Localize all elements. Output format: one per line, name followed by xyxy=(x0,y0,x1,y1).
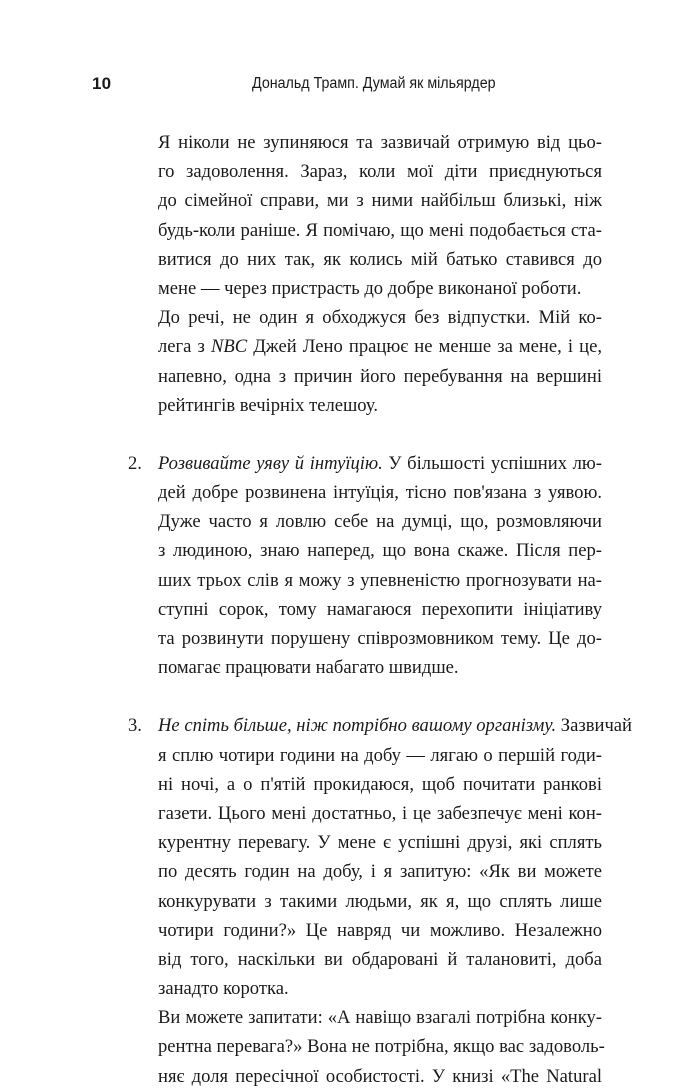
page-body xyxy=(92,128,633,1091)
text-line: напевно, одна з причин його перебування на вершині xyxy=(158,365,602,387)
text-line: по десять годин на добу, і я запитую: «Як ви можете xyxy=(158,861,602,883)
text-line: Дуже часто я ловлю себе на думці, що, розмовляючи xyxy=(158,511,602,533)
text-line: Я ніколи не зупиняюся та зазвичай отримую від цьо- xyxy=(158,132,602,153)
text-line: витися до них так, як колись мій батько ставився до xyxy=(158,248,602,270)
text-line xyxy=(158,711,633,740)
text-line: та розвинути порушену співрозмовником тему. Це до- xyxy=(158,628,602,649)
text-line: до сімейної справи, ми з ними найбільш близькі, ніж xyxy=(158,190,602,212)
text-line: курентну перевагу. У мене є успішні друзі, які сплять xyxy=(158,832,602,854)
text-fragment: Зазвичай xyxy=(556,715,633,737)
text-line: занадто коротка. xyxy=(158,978,289,1000)
text-line: мене — через пристрасть до добре виконаної роботи. xyxy=(158,277,582,299)
text-line: газети. Цього мені достатньо, і це забезпечує мені кон- xyxy=(158,802,602,824)
text-line: я сплю чотири години на добу — лягаю о першій годи- xyxy=(158,744,602,766)
text-fragment: лега з xyxy=(158,336,211,358)
text-line: рентна перевага?» Вона не потрібна, якщо вас задоволь- xyxy=(158,1036,605,1058)
continuation-paragraph xyxy=(92,128,602,420)
text-line: з людиною, знаю наперед, що вона скаже. Після пер- xyxy=(158,540,602,562)
page-header xyxy=(92,74,594,98)
item-heading: Не спіть більше, ніж потрібно вашому організму. xyxy=(158,715,557,737)
item-heading: Розвивайте уяву й інтуїцію. xyxy=(158,452,383,474)
text-fragment: Джей Лено працює не менше за мене, і це, xyxy=(247,336,602,358)
list-item-2 xyxy=(92,449,602,683)
text-line xyxy=(158,449,602,478)
text-line: ні ночі, а о п'ятій прокидаюся, щоб почитати ранкові xyxy=(158,773,602,795)
text-fragment: У більшості успішних лю- xyxy=(382,452,602,474)
italic-fragment: NBC xyxy=(210,336,248,358)
list-item-number: 2. xyxy=(128,452,142,474)
text-line: від того, наскільки ви обдаровані й талановиті, доба xyxy=(158,948,602,970)
list-item-3 xyxy=(92,711,633,1090)
running-title: Дональд Трамп. Думай як мільярдер xyxy=(252,75,496,92)
page-number: 10 xyxy=(92,74,112,93)
text-line: конкурувати з такими людьми, як я, що сплять лише xyxy=(158,890,602,912)
text-line: го задоволення. Зараз, коли мої діти приєднуються xyxy=(158,161,602,183)
text-line: дей добре розвинена інтуїція, тісно пов'язана з уявою. xyxy=(158,482,602,504)
text-line: чотири години?» Це навряд чи можливо. Незалежно xyxy=(158,919,602,941)
text-line: няє доля пересічної особистості. У книзі «The Natural xyxy=(158,1065,602,1087)
text-line: рейтингів вечірніх телешоу. xyxy=(158,394,378,416)
text-line: помагає працювати набагато швидше. xyxy=(158,657,459,679)
text-line: будь-коли раніше. Я помічаю, що мені подобається ста- xyxy=(158,219,602,241)
text-line: Ви можете запитати: «А навіщо взагалі потрібна конку- xyxy=(158,1007,602,1029)
list-item-number: 3. xyxy=(128,715,142,737)
text-line: До речі, не один я обходжуся без відпустки. Мій ко- xyxy=(158,307,602,329)
text-line xyxy=(158,332,602,361)
text-line: ших трьох слів я можу з упевненістю прогнозувати на- xyxy=(158,569,602,591)
text-line: ступні сорок, тому намагаюся перехопити ініціативу xyxy=(158,598,602,620)
